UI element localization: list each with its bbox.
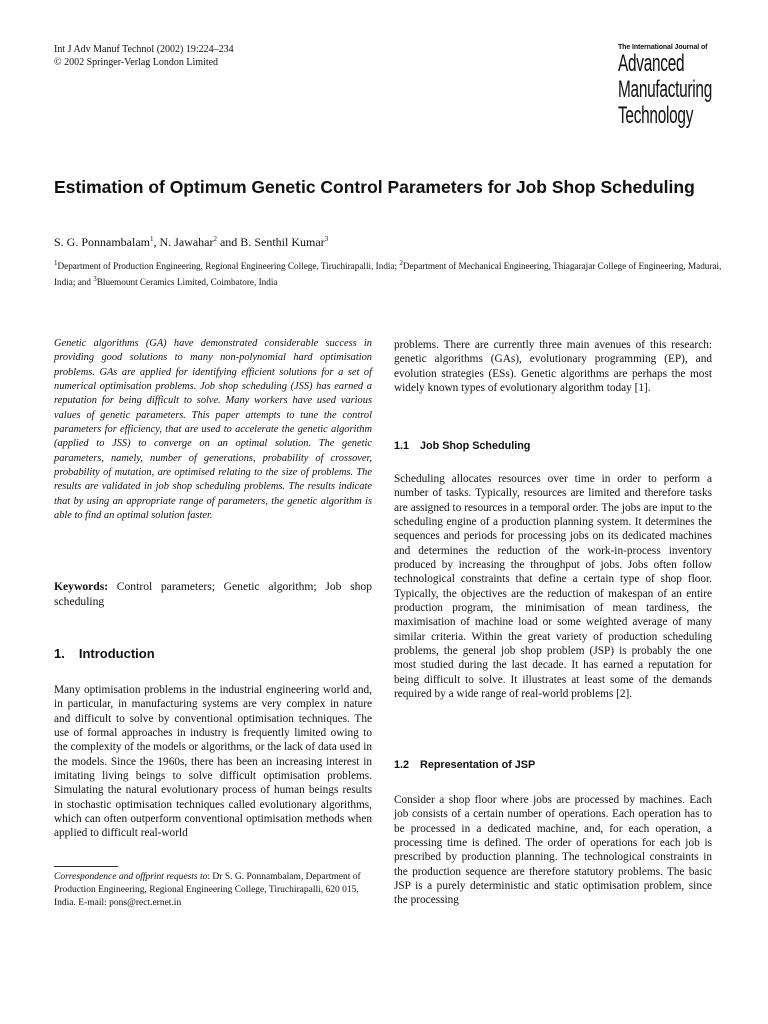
subsection-title: Representation of JSP xyxy=(420,759,536,771)
job-shop-paragraph: Scheduling allocates resources over time in order to perform a number of tasks. Typically, resources are limited and therefore tasks are assigned to resources in a temporal order. The jobs are input to the scheduling engine of a production planning system. It determines the sequences and periods for processing jobs on its dedicated machines and determines the reduction of the work-in-process inventory produced by increasing the throughput of jobs. Jobs often follow technological constraints that define a certain type of shop floor. Typically, the objectives are the reduction of makespan of an entire production program, the minimisation of mean tardiness, the maximisation of machine load or some weighted average of many similar criteria. Within the great variety of production scheduling problems, the general job shop problem (JSP) is probably the one most studied during the last decade. It has earned a reputation for being difficult to solve. It illustrates at least some of the demands required by a wide range of real-world problems [2]. xyxy=(394,473,712,701)
logo-tagline: The International Journal of xyxy=(618,44,708,51)
affil-mark: 3 xyxy=(93,274,97,283)
affiliation: Department of Production Engineering, Regional Engineering College, Tiruchirapalli, India; xyxy=(57,261,400,272)
jsp-representation-paragraph: Consider a shop floor where jobs are processed by machines. Each job consists of a certain number of operations. Each operation has to be processed in a dedicated machine, and, for each operation, a processing time is defined. The order of operations for each job is prescribed by production planning. The technological constraints in the production sequence are therefore statutory problems. The basic JSP is a purely deterministic and static optimisation problem, since the processing xyxy=(394,794,712,907)
footnote-rule xyxy=(54,866,118,867)
author-affil-mark: 3 xyxy=(324,235,329,243)
affiliations xyxy=(54,257,724,288)
paper-title: Estimation of Optimum Genetic Control Parameters for Job Shop Scheduling xyxy=(54,177,695,197)
affil-mark: 2 xyxy=(399,259,403,267)
intro-continuation: problems. There are currently three main avenues of this research: genetic algorithms (GAs), evolutionary programming (EP), and evolution strategies (ESs). Genetic algorithms are perhaps the most widely known types of evolutionary algorithm today [1]. xyxy=(394,339,712,395)
affiliation: Department of Mechanical Engineering, Thiagarajar College of Engineering, Madurai, India; and xyxy=(54,261,722,287)
affiliation: Bluemount Ceramics Limited, Coimbatore, India xyxy=(96,276,278,287)
subsection-number: 1.1 xyxy=(394,440,410,452)
author-name: , N. Jawahar xyxy=(153,235,214,249)
keywords-label: Keywords: xyxy=(54,580,109,593)
keywords-text: Control parameters; Genetic algorithm; Job shop scheduling xyxy=(54,580,372,608)
section-number: 1. xyxy=(54,646,65,661)
subsection-heading xyxy=(394,759,712,771)
subsection-title: Job Shop Scheduling xyxy=(420,440,531,452)
logo-line-technology: Technology xyxy=(618,102,694,129)
journal-reference xyxy=(54,43,234,69)
intro-paragraph: Many optimisation problems in the industrial engineering world and, in particular, in manufacturing systems are very complex in nature and difficult to solve by conventional optimisation techniques. The use of formal approaches in industry is frequently limited owing to the complexity of the models or algorithms, or the lack of data used in the models. Since the 1960s, there has been an increasing interest in imitating living beings to solve difficult optimisation problems. Simulating the natural evolutionary process of human beings results in stochastic optimisation techniques called evolutionary algorithms, which can often outperform conventional optimisation methods when applied to difficult real-world xyxy=(54,684,372,840)
author-list xyxy=(54,235,328,250)
keywords xyxy=(54,579,372,609)
author-affil-mark: 2 xyxy=(213,235,217,243)
author-name: and B. Senthil Kumar xyxy=(216,235,325,249)
correspondence-footnote xyxy=(54,871,372,909)
journal-logo xyxy=(618,44,738,129)
subsection-heading xyxy=(394,440,712,452)
footnote-text: : Dr S. G. Ponnambalam, Department of Production Engineering, Regional Engineering College, Tiruchirapalli, 620 015, India. E-mail: pons@rect.ernet.in xyxy=(54,872,361,908)
section-title: Introduction xyxy=(78,646,155,661)
section-heading xyxy=(54,646,372,661)
author-affil-mark: 1 xyxy=(150,235,154,243)
affil-mark: 1 xyxy=(54,259,58,267)
copyright-line: © 2002 Springer-Verlag London Limited xyxy=(54,57,219,68)
journal-citation: Int J Adv Manuf Technol (2002) 19:224–234 xyxy=(54,44,234,55)
subsection-number: 1.2 xyxy=(394,759,410,771)
logo-line-advanced: Advanced xyxy=(618,50,685,77)
abstract: Genetic algorithms (GA) have demonstrated considerable success in providing good solutions to many non-polynomial hard optimisation problems. GAs are applied for identifying efficient solutions for a set of numerical optimisation problems. Job shop scheduling (JSS) has earned a reputation for being difficult to solve. Many workers have used various values of genetic parameters. This paper attempts to tune the control parameters for efficiency, that are used to accelerate the genetic algorithm (applied to JSS) to converge on an optimal solution. The genetic parameters, namely, number of generations, probability of crossover, probability of mutation, are optimised relating to the size of problems. The results are validated in job shop scheduling problems. The results indicate that by using an appropriate range of parameters, the genetic algorithm is able to find an optimal solution faster. xyxy=(54,338,372,521)
footnote-label: Correspondence and offprint requests to xyxy=(54,872,208,882)
logo-line-manufacturing: Manufacturing xyxy=(618,76,713,103)
author-name: S. G. Ponnambalam xyxy=(54,235,150,249)
